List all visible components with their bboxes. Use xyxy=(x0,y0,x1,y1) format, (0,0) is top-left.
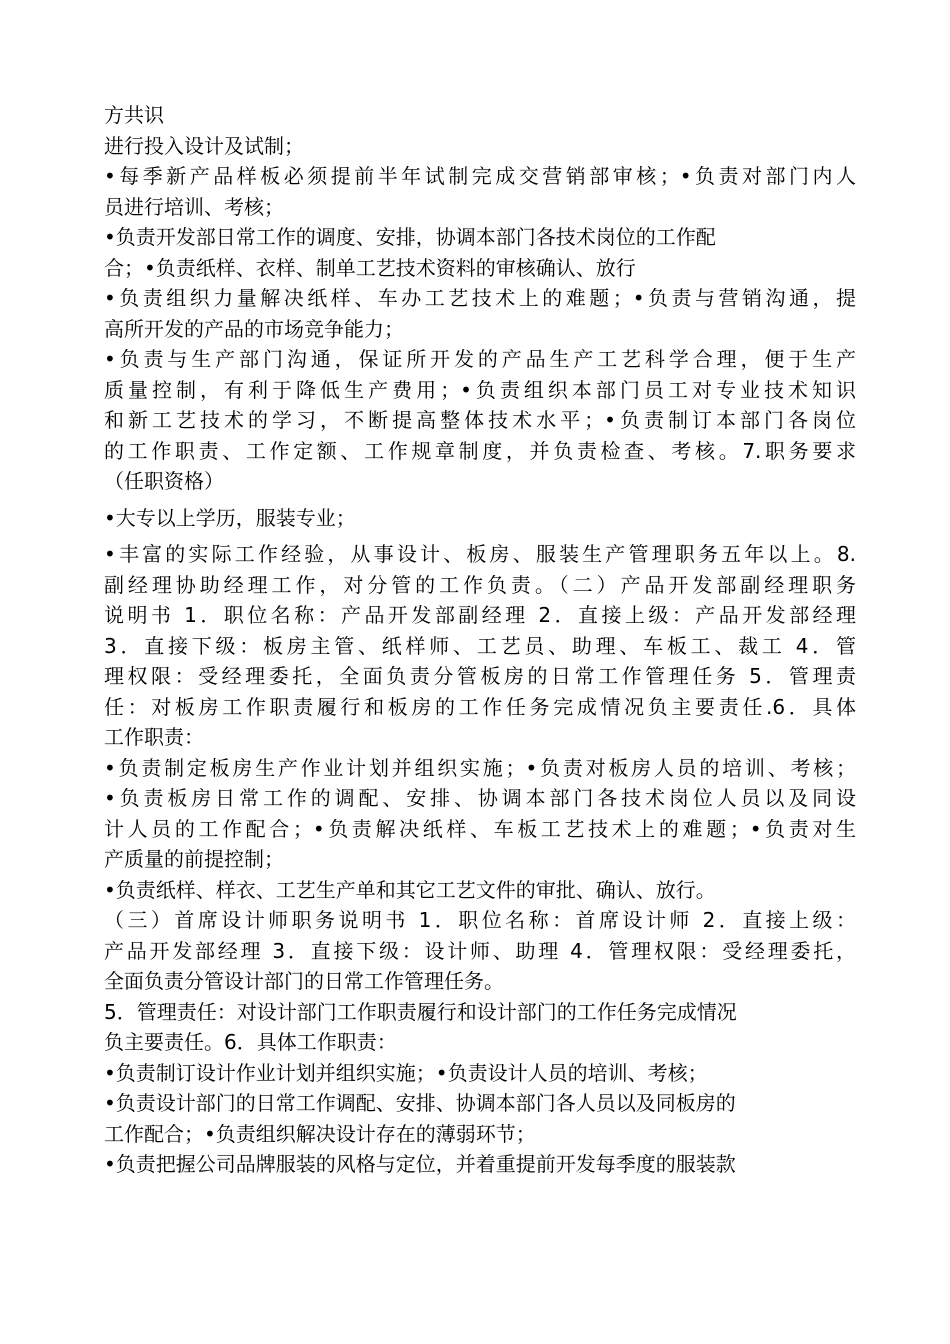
text-line: 计人员的工作配合；•负责解决纸样、车板工艺技术上的难题；•负责对生 xyxy=(104,816,856,841)
text-line: 和新工艺技术的学习，不断提高整体技术水平；•负责制订本部门各岗位 xyxy=(104,408,856,432)
text-line: 5．管理责任：对设计部门工作职责履行和设计部门的工作任务完成情况 xyxy=(104,999,737,1024)
text-line: 方共识 xyxy=(104,103,164,127)
text-line: •负责制定板房生产作业计划并组织实施；•负责对板房人员的培训、考核； xyxy=(104,755,856,780)
text-line: •负责纸样、样衣、工艺生产单和其它工艺文件的审批、确认、放行。 xyxy=(104,877,716,902)
text-line: •丰富的实际工作经验，从事设计、板房、服装生产管理职务五年以上。8. xyxy=(104,542,856,566)
text-line: 进行投入设计及试制； xyxy=(104,133,304,158)
text-line: •负责开发部日常工作的调度、安排，协调本部门各技术岗位的工作配 xyxy=(104,225,716,249)
text-line: 副经理协助经理工作，对分管的工作负责。（二）产品开发部副经理职务 xyxy=(104,572,856,597)
text-line: •负责与生产部门沟通，保证所开发的产品生产工艺科学合理，便于生产 xyxy=(104,347,856,371)
text-line: 任：对板房工作职责履行和板房的工作任务完成情况负主要责任.6．具体 xyxy=(104,694,856,719)
text-line: 说明书 1．职位名称：产品开发部副经理 2．直接上级：产品开发部经理 xyxy=(104,603,856,627)
text-line: 全面负责分管设计部门的日常工作管理任务。 xyxy=(104,969,504,993)
text-line: 理权限：受经理委托，全面负责分管板房的日常工作管理任务 5．管理责 xyxy=(104,664,856,688)
text-line: 高所开发的产品的市场竞争能力； xyxy=(104,316,404,341)
text-line: •负责制订设计作业计划并组织实施；•负责设计人员的培训、考核； xyxy=(104,1060,708,1085)
text-line: •负责组织力量解决纸样、车办工艺技术上的难题；•负责与营销沟通，提 xyxy=(104,286,856,310)
text-line: （任职资格） xyxy=(104,469,224,493)
text-line: 3．直接下级：板房主管、纸样师、工艺员、助理、车板工、裁工 4．管 xyxy=(104,633,856,658)
text-line: 的工作职责、工作定额、工作规章制度，并负责检查、考核。7.职务要求 xyxy=(104,438,856,463)
text-line: •负责设计部门的日常工作调配、安排、协调本部门各人员以及同板房的 xyxy=(104,1091,736,1115)
text-line: （三）首席设计师职务说明书 1．职位名称：首席设计师 2．直接上级： xyxy=(104,908,856,932)
text-line: 质量控制，有利于降低生产费用；•负责组织本部门员工对专业技术知识 xyxy=(104,377,856,402)
document-body xyxy=(104,100,856,1180)
text-line: 负主要责任。6．具体工作职责： xyxy=(104,1030,397,1054)
text-line: •负责把握公司品牌服装的风格与定位，并着重提前开发每季度的服装款 xyxy=(104,1152,736,1176)
text-line: 员进行培训、考核； xyxy=(104,194,284,219)
text-line: •负责板房日常工作的调配、安排、协调本部门各技术岗位人员以及同设 xyxy=(104,786,856,810)
text-line: 产质量的前提控制； xyxy=(104,847,284,871)
text-line: •大专以上学历，服装专业； xyxy=(104,505,356,530)
text-line: 工作职责： xyxy=(104,725,204,749)
text-line: 产品开发部经理 3．直接下级：设计师、助理 4．管理权限：受经理委托， xyxy=(104,938,856,963)
text-line: 合；•负责纸样、衣样、制单工艺技术资料的审核确认、放行 xyxy=(104,255,636,280)
text-line: •每季新产品样板必须提前半年试制完成交营销部审核；•负责对部门内人 xyxy=(104,164,856,188)
text-line: 工作配合；•负责组织解决设计存在的薄弱环节； xyxy=(104,1121,536,1146)
